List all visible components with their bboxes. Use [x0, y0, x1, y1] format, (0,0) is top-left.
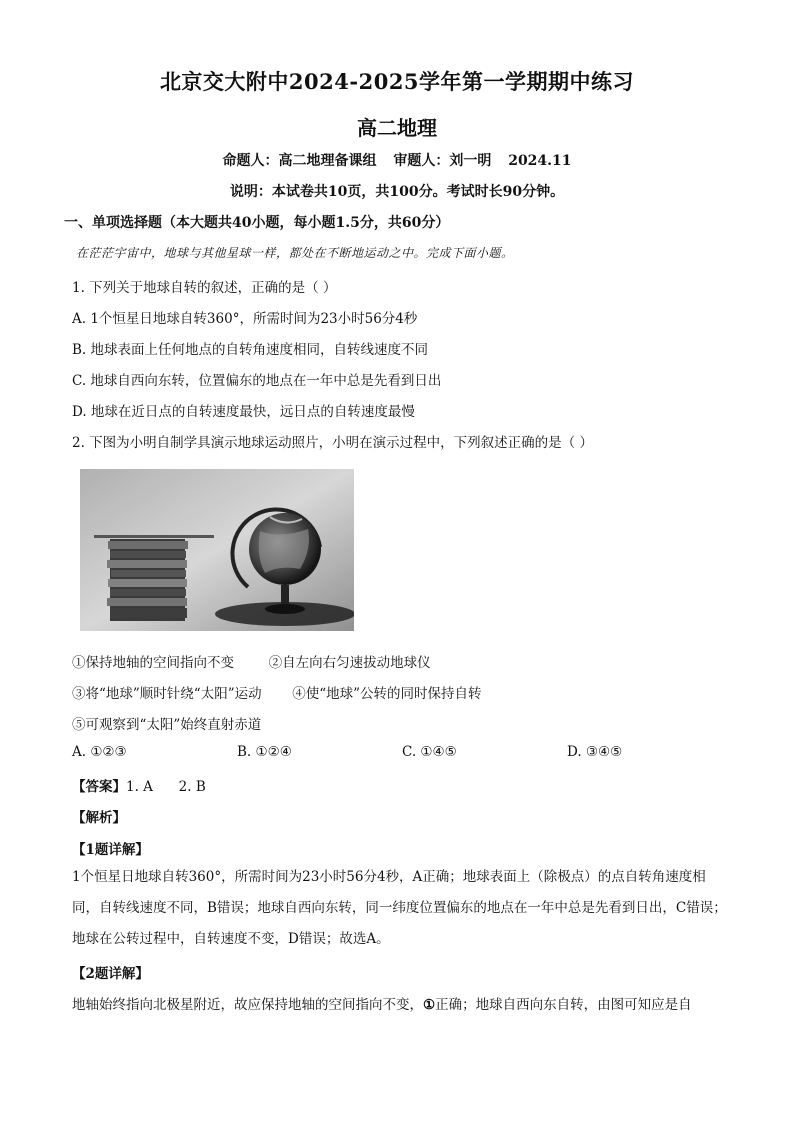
q2-options: [72, 744, 732, 760]
exam-title: 北京交大附中2024-2025学年第一学期期中练习: [159, 69, 635, 94]
detail2-label: 【2题详解】: [72, 966, 149, 982]
answer-text: 1. A 2. B: [126, 779, 206, 795]
detail1-label: 【1题详解】: [72, 842, 149, 858]
statement-1: ①保持地轴的空间指向不变: [72, 655, 234, 671]
exam-note: 说明：本试卷共10页，共100分。考试时长90分钟。: [229, 184, 565, 200]
q2-stem: 2. 下图为小明自制学具演示地球运动照片，小明在演示过程中，下列叙述正确的是（ ）: [72, 435, 593, 451]
detail2-mark: ①: [423, 997, 436, 1013]
statement-2: ②自左向右匀速拔动地球仪: [268, 655, 431, 671]
setter: 命题人：高二地理备课组: [222, 153, 377, 169]
detail1-text: 1个恒星日地球自转360°，所需时间为23小时56分4秒，A正确；地球表面上（除极点）的点自转角速度相同，自转线速度不同，B错误；地球自西向东转，同一纬度位置偏东的地点在一年中总是先看到日出，C错误；地球在公转过程中，自转速度不变，D错误；故选A。: [72, 869, 727, 947]
analysis-label: 【解析】: [72, 810, 126, 826]
answer-line: [72, 775, 206, 795]
statement-3: ③将“地球”顺时针绕“太阳”运动: [72, 686, 262, 702]
detail2-text-after: 正确；地球自西向东自转，由图可知应是自: [435, 997, 692, 1013]
statement-5: ⑤可观察到“太阳”始终直射赤道: [72, 717, 262, 733]
q1-stem: 1. 下列关于地球自转的叙述，正确的是（ ）: [72, 280, 337, 296]
q2-statements-row1: [72, 651, 431, 671]
q2-option-c: C. ①④⑤: [402, 744, 457, 760]
q1-option-b: B. 地球表面上任何地点的自转角速度相同，自转线速度不同: [72, 342, 429, 358]
q2-option-a: A. ①②③: [72, 744, 127, 760]
section-title: 一、单项选择题（本大题共40小题，每小题1.5分，共60分）: [64, 215, 450, 231]
detail2-text-before: 地轴始终指向北极星附近，故应保持地轴的空间指向不变，: [72, 997, 423, 1013]
detail2-text: [72, 993, 692, 1013]
exam-date: 2024.11: [508, 153, 572, 169]
globe-demo-photo: [80, 469, 354, 631]
q1-option-d: D. 地球在近日点的自转速度最快，远日点的自转速度最慢: [72, 404, 415, 420]
exam-subject: 高二地理: [357, 116, 437, 140]
q2-option-d: D. ③④⑤: [567, 744, 623, 760]
exam-meta: [0, 150, 794, 170]
q1-option-c: C. 地球自西向东转，位置偏东的地点在一年中总是先看到日出: [72, 373, 442, 389]
q1-option-a: A. 1个恒星日地球自转360°，所需时间为23小时56分4秒: [72, 311, 418, 327]
reviewer: 审题人：刘一明: [393, 153, 492, 169]
statement-4: ④使“地球”公转的同时保持自转: [292, 686, 482, 702]
q2-option-b: B. ①②④: [237, 744, 292, 760]
section-intro: 在茫茫宇宙中，地球与其他星球一样，都处在不断地运动之中。完成下面小题。: [76, 246, 514, 260]
answer-label: 【答案】: [72, 779, 126, 795]
q2-statements-row2: [72, 682, 482, 702]
